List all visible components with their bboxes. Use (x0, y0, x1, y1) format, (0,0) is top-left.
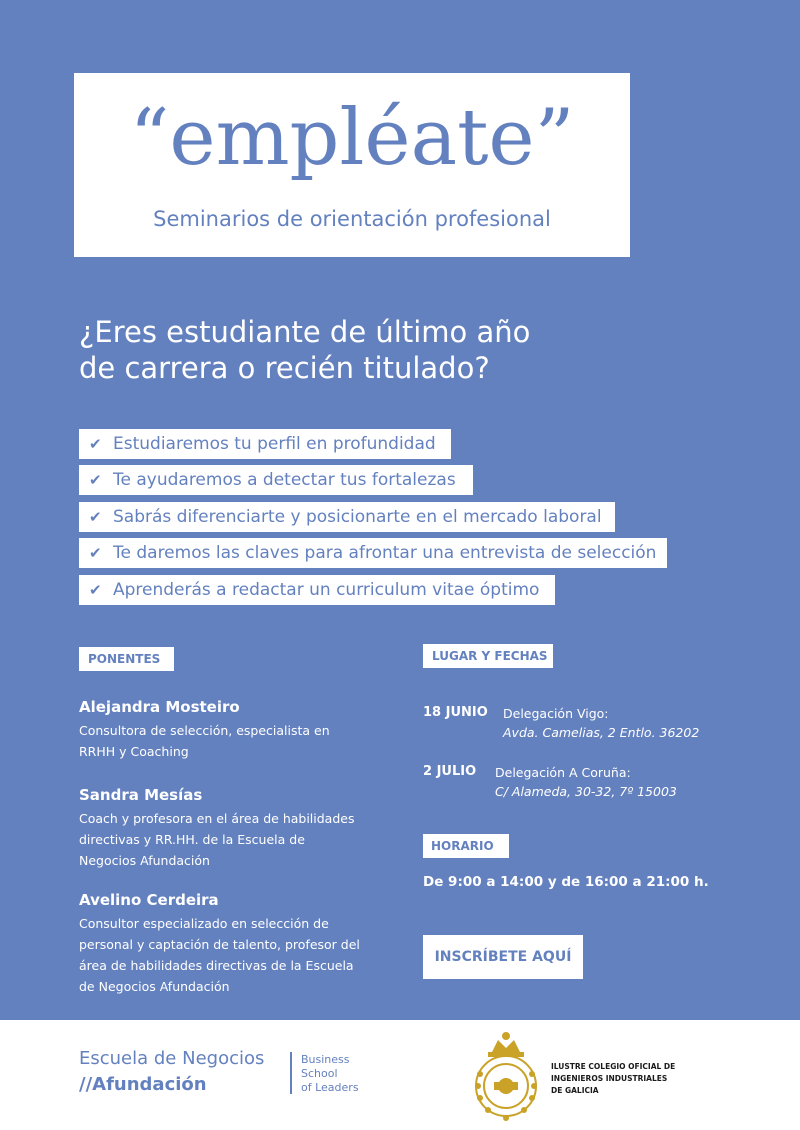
title-banner (74, 73, 630, 257)
benefit-label: Te daremos las claves para afrontar una entrevista de selección (113, 543, 657, 563)
headline-line-1: ¿Eres estudiante de último año (79, 315, 531, 349)
event-date: 2 JULIO (423, 764, 477, 779)
event-address: C/ Alameda, 30-32, 7º 15003 (495, 784, 677, 799)
headline-question (79, 314, 530, 386)
checkmark-icon: ✔ (89, 471, 102, 489)
speaker-description (79, 913, 379, 997)
schedule-label: HORARIO (423, 834, 509, 858)
speaker-description-line: Consultora de selección, especialista en (79, 723, 330, 738)
school-tagline (301, 1053, 381, 1095)
logo-divider (290, 1052, 292, 1094)
speaker-description-line: área de habilidades directivas de la Escuela (79, 958, 354, 973)
tagline-line: of Leaders (301, 1081, 359, 1094)
college-name-line: INGENIEROS INDUSTRIALES (551, 1074, 668, 1083)
speaker-description-line: Coach y profesora en el área de habilidades (79, 811, 355, 826)
benefit-item (79, 538, 667, 568)
speaker-description-line: de Negocios Afundación (79, 979, 230, 994)
event-place: Delegación A Coruña: (495, 765, 631, 780)
speaker-name: Sandra Mesías (79, 786, 203, 804)
event-place: Delegación Vigo: (503, 706, 609, 721)
benefit-item (79, 575, 555, 605)
college-name (551, 1061, 675, 1097)
speaker-description-line: RRHH y Coaching (79, 744, 189, 759)
speaker-description (79, 720, 379, 762)
college-name-line: DE GALICIA (551, 1086, 599, 1095)
checkmark-icon: ✔ (89, 544, 102, 562)
benefit-item (79, 502, 615, 532)
school-logo-name: Escuela de Negocios (79, 1048, 265, 1069)
page-subtitle: Seminarios de orientación profesional (153, 207, 551, 231)
checkmark-icon: ✔ (89, 435, 102, 453)
speaker-description-line: directivas y RR.HH. de la Escuela de (79, 832, 305, 847)
college-seal-icon (466, 1030, 546, 1122)
speaker-description-line: Negocios Afundación (79, 853, 210, 868)
event-address: Avda. Camelias, 2 Entlo. 36202 (503, 725, 700, 740)
speaker-name: Avelino Cerdeira (79, 891, 219, 909)
checkmark-icon: ✔ (89, 581, 102, 599)
benefit-label: Estudiaremos tu perfil en profundidad (113, 434, 436, 454)
benefit-label: Sabrás diferenciarte y posicionarte en el mercado laboral (113, 507, 602, 527)
checkmark-icon: ✔ (89, 508, 102, 526)
speaker-description-line: personal y captación de talento, profesor del (79, 937, 360, 952)
benefit-item (79, 429, 451, 459)
speaker-description (79, 808, 379, 871)
speakers-label: PONENTES (79, 647, 174, 671)
schedule-hours: De 9:00 a 14:00 y de 16:00 a 21:00 h. (423, 874, 709, 890)
school-logo-afundacion: //Afundación (79, 1074, 207, 1095)
benefit-label: Aprenderás a redactar un curriculum vitae óptimo (113, 580, 540, 600)
benefit-label: Te ayudaremos a detectar tus fortalezas (113, 470, 456, 490)
venue-label: LUGAR Y FECHAS (423, 644, 553, 668)
headline-line-2: de carrera o recién titulado? (79, 351, 490, 385)
event-date: 18 JUNIO (423, 705, 488, 720)
college-name-line: ILUSTRE COLEGIO OFICIAL DE (551, 1062, 676, 1071)
tagline-line: School (301, 1067, 338, 1080)
benefit-item (79, 465, 473, 495)
register-button[interactable]: INSCRÍBETE AQUÍ (423, 935, 583, 979)
page-title: “empléate” (129, 93, 575, 183)
tagline-line: Business (301, 1053, 350, 1066)
speaker-name: Alejandra Mosteiro (79, 698, 240, 716)
speaker-description-line: Consultor especializado en selección de (79, 916, 329, 931)
